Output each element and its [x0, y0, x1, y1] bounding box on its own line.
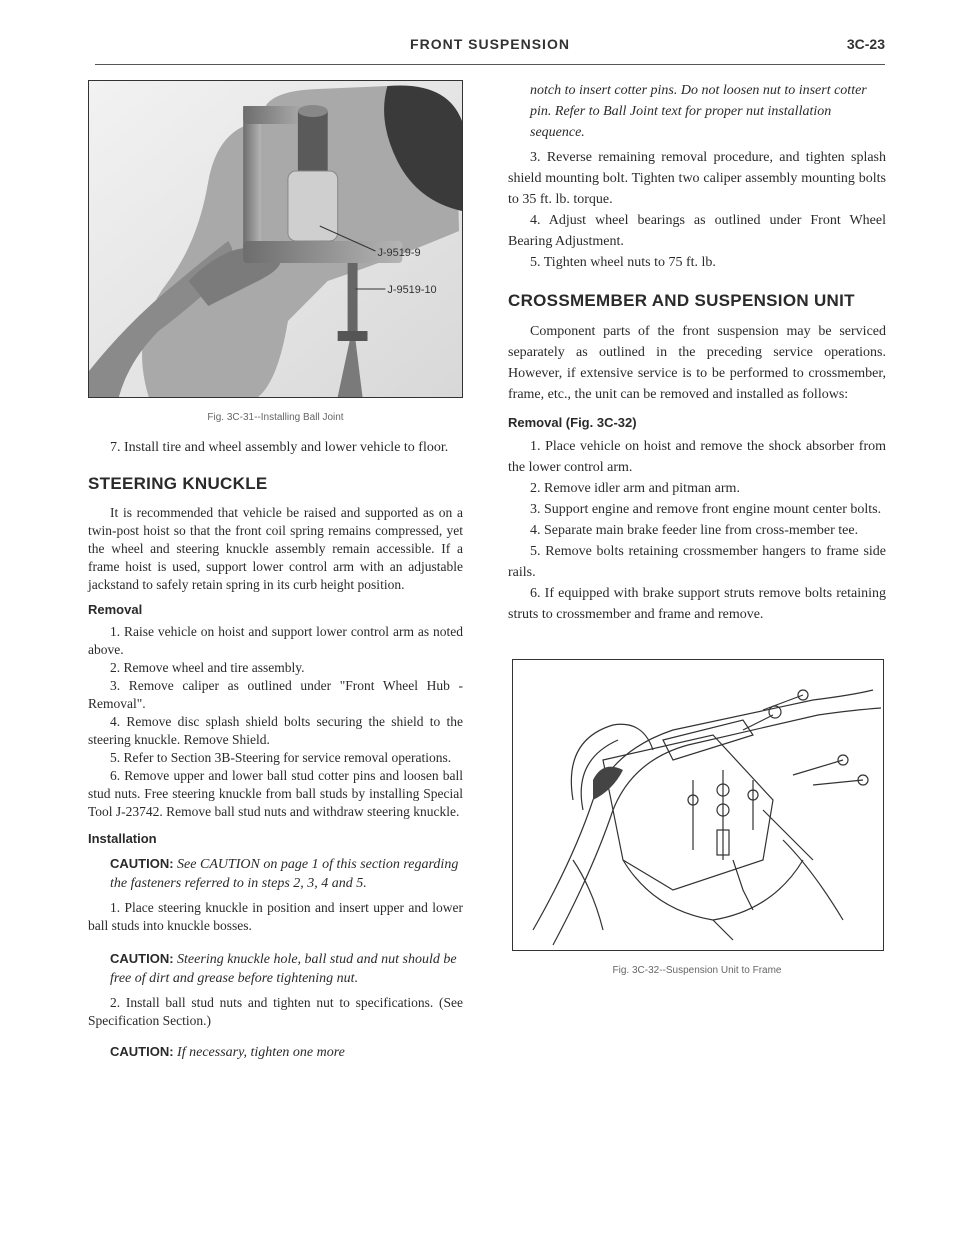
removal-step-1: 1. Raise vehicle on hoist and support lower control arm as noted above.	[88, 624, 463, 657]
header-rule	[95, 64, 885, 65]
install-step-1: 1. Place steering knuckle in position and insert upper and lower ball studs into knuckle bosses.	[88, 900, 463, 933]
caution-label: CAUTION:	[110, 951, 174, 966]
removal-step-5: 5. Refer to Section 3B-Steering for service removal operations.	[110, 750, 452, 765]
install-step-3: 3. Reverse remaining removal procedure, and tighten splash shield mounting bolt. Tighten two caliper assembly mounting bolts to 35 ft. lb. torque.	[508, 150, 886, 207]
crossmember-removal-heading: Removal (Fig. 3C-32)	[508, 415, 637, 430]
heading-steering-knuckle: STEERING KNUCKLE	[88, 474, 268, 493]
cross-removal-step-2: 2. Remove idler arm and pitman arm.	[530, 481, 740, 496]
cross-removal-step-1: 1. Place vehicle on hoist and remove the shock absorber from the lower control arm.	[508, 439, 886, 475]
caution-text: Steering knuckle hole, ball stud and nut should be free of dirt and grease before tightening nut.	[110, 952, 457, 986]
heading-crossmember: CROSSMEMBER AND SUSPENSION UNIT	[508, 291, 855, 310]
caution-label: CAUTION:	[110, 1044, 174, 1059]
page-number: 3C-23	[846, 36, 885, 52]
left-column	[88, 80, 463, 1068]
caution-label: CAUTION:	[110, 856, 174, 871]
figure-caption: Fig. 3C-31--Installing Ball Joint	[207, 412, 344, 423]
right-column	[508, 80, 886, 976]
removal-step-6: 6. Remove upper and lower ball stud cotter pins and loosen ball stud nuts. Free steering knuckle from ball studs by installing Special Tool J-23742. Remove ball stud nuts and withdraw steering knuckle.	[88, 768, 463, 819]
suspension-unit-drawing	[513, 660, 883, 950]
removal-heading: Removal	[88, 602, 143, 617]
crossmember-intro: Component parts of the front suspension may be serviced separately as outlined in the preceding service operations. However, if extensive service is to be performed to crossmember, frame, etc., the unit can be removed and installed as follows:	[508, 324, 886, 402]
section-title: FRONT SUSPENSION	[410, 36, 570, 52]
caution-2	[110, 949, 463, 988]
installation-heading: Installation	[88, 831, 157, 846]
step-7: 7. Install tire and wheel assembly and lower vehicle to floor.	[110, 440, 449, 455]
cross-removal-step-4: 4. Separate main brake feeder line from cross-member tee.	[530, 523, 859, 538]
callout-j-9519-10: J-9519-10	[387, 283, 437, 297]
callout-j-9519-9: J-9519-9	[377, 246, 421, 260]
knuckle-intro: It is recommended that vehicle be raised and supported as on a twin-post hoist so that the front coil spring remains compressed, yet the wheel and steering knuckle assembly remain accessible. If a frame hoist is used, support lower control arm with an adjustable jackstand to safely retain spring in its curb height position.	[88, 505, 463, 592]
figure-suspension-unit	[512, 659, 884, 951]
caution-text: See CAUTION on page 1 of this section regarding the fasteners referred to in steps 2, 3, 4 and 5.	[110, 857, 459, 891]
ball-joint-photo	[89, 81, 462, 397]
figure-installing-ball-joint	[88, 80, 463, 398]
cross-removal-step-5: 5. Remove bolts retaining crossmember hangers to frame side rails.	[508, 544, 886, 580]
caution-text: If necessary, tighten one more	[177, 1045, 345, 1060]
caution-3	[110, 1042, 463, 1062]
page-header	[95, 36, 885, 58]
cross-removal-step-6: 6. If equipped with brake support struts remove bolts retaining struts to crossmember and frame and remove.	[508, 586, 886, 622]
caution-continued: notch to insert cotter pins. Do not loosen nut to insert cotter pin. Refer to Ball Joint text for proper nut installation sequence.	[530, 83, 867, 140]
install-step-2: 2. Install ball stud nuts and tighten nut to specifications. (See Specification Section.)	[88, 995, 463, 1028]
install-step-5: 5. Tighten wheel nuts to 75 ft. lb.	[530, 255, 716, 270]
removal-step-3: 3. Remove caliper as outlined under "Front Wheel Hub - Removal".	[88, 678, 463, 711]
install-step-4: 4. Adjust wheel bearings as outlined under Front Wheel Bearing Adjustment.	[508, 213, 886, 249]
cross-removal-step-3: 3. Support engine and remove front engine mount center bolts.	[530, 502, 882, 517]
caution-1	[110, 854, 463, 893]
removal-step-4: 4. Remove disc splash shield bolts securing the shield to the steering knuckle. Remove Shield.	[88, 714, 463, 747]
removal-step-2: 2. Remove wheel and tire assembly.	[110, 660, 305, 675]
figure-caption: Fig. 3C-32--Suspension Unit to Frame	[612, 965, 782, 976]
